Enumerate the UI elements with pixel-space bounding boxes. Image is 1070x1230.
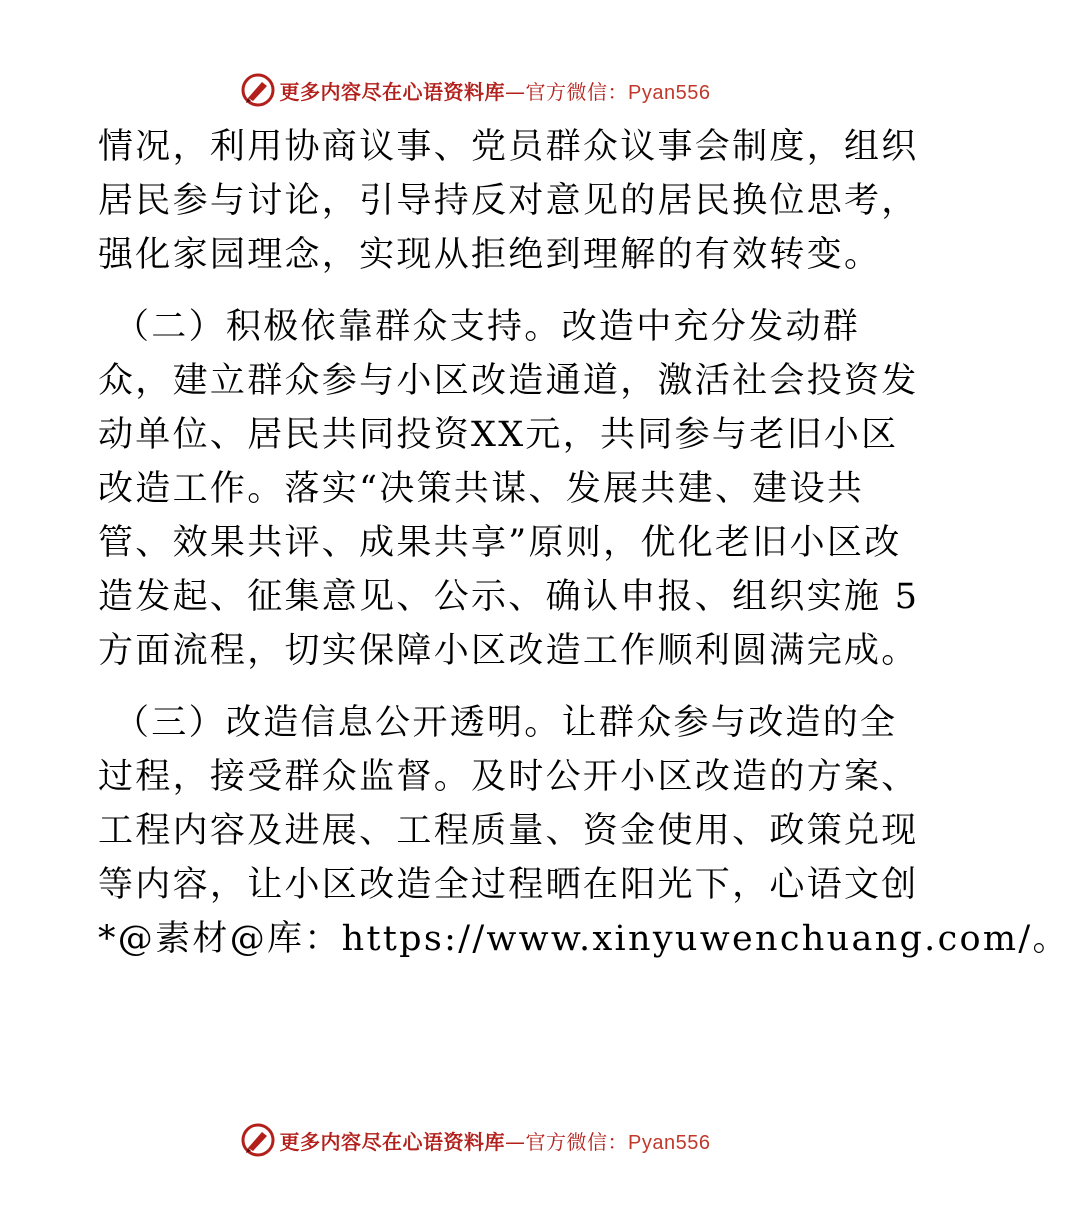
header-banner xyxy=(0,70,950,110)
text-line: *@素材@库：https://www.xinyuwenchuang.com/。 xyxy=(98,919,1070,959)
footer-banner xyxy=(0,1120,950,1160)
text-line: 改造工作。落实“决策共谋、发展共建、建设共 xyxy=(98,469,865,509)
banner-sub: 官方微信： xyxy=(525,79,629,104)
text-line: 工程内容及进展、工程质量、资金使用、政策兑现 xyxy=(98,811,919,851)
text-line: 动单位、居民共同投资XX元，共同参与老旧小区 xyxy=(98,415,899,455)
banner-dash: — xyxy=(505,1129,526,1154)
text-line: 情况，利用协商议事、党员群众议事会制度，组织 xyxy=(98,127,919,167)
banner-main: 更多内容尽在心语资料库 xyxy=(279,1129,506,1154)
text-line: 造发起、征集意见、公示、确认申报、组织实施 5 xyxy=(98,577,920,617)
text-line: 居民参与讨论，引导持反对意见的居民换位思考， xyxy=(98,181,919,221)
paragraph-1 xyxy=(98,120,919,282)
banner-main: 更多内容尽在心语资料库 xyxy=(279,79,506,104)
text-line: 众，建立群众参与小区改造通道，激活社会投资发 xyxy=(98,361,919,401)
banner-text xyxy=(280,1126,711,1155)
text-line: 方面流程，切实保障小区改造工作顺利圆满完成。 xyxy=(98,631,919,671)
text-line: 等内容，让小区改造全过程晒在阳光下，心语文创 xyxy=(98,865,919,905)
pen-logo-icon xyxy=(240,1122,276,1158)
text-line: 强化家园理念，实现从拒绝到理解的有效转变。 xyxy=(98,235,882,275)
banner-text xyxy=(280,76,711,105)
text-line: 过程，接受群众监督。及时公开小区改造的方案、 xyxy=(98,757,919,797)
document-body xyxy=(98,120,1070,966)
text-line: （三）改造信息公开透明。让群众参与改造的全 xyxy=(114,703,898,743)
paragraph-3 xyxy=(98,696,1070,966)
banner-dash: — xyxy=(505,79,526,104)
banner-sub: 官方微信： xyxy=(525,1129,629,1154)
text-line: （二）积极依靠群众支持。改造中充分发动群 xyxy=(114,307,861,347)
banner-id: Pyan556 xyxy=(628,81,711,104)
paragraph-2 xyxy=(98,300,920,678)
text-line: 管、效果共评、成果共享”原则，优化老旧小区改 xyxy=(98,523,902,563)
banner-id: Pyan556 xyxy=(628,1131,711,1154)
pen-logo-icon xyxy=(240,72,276,108)
